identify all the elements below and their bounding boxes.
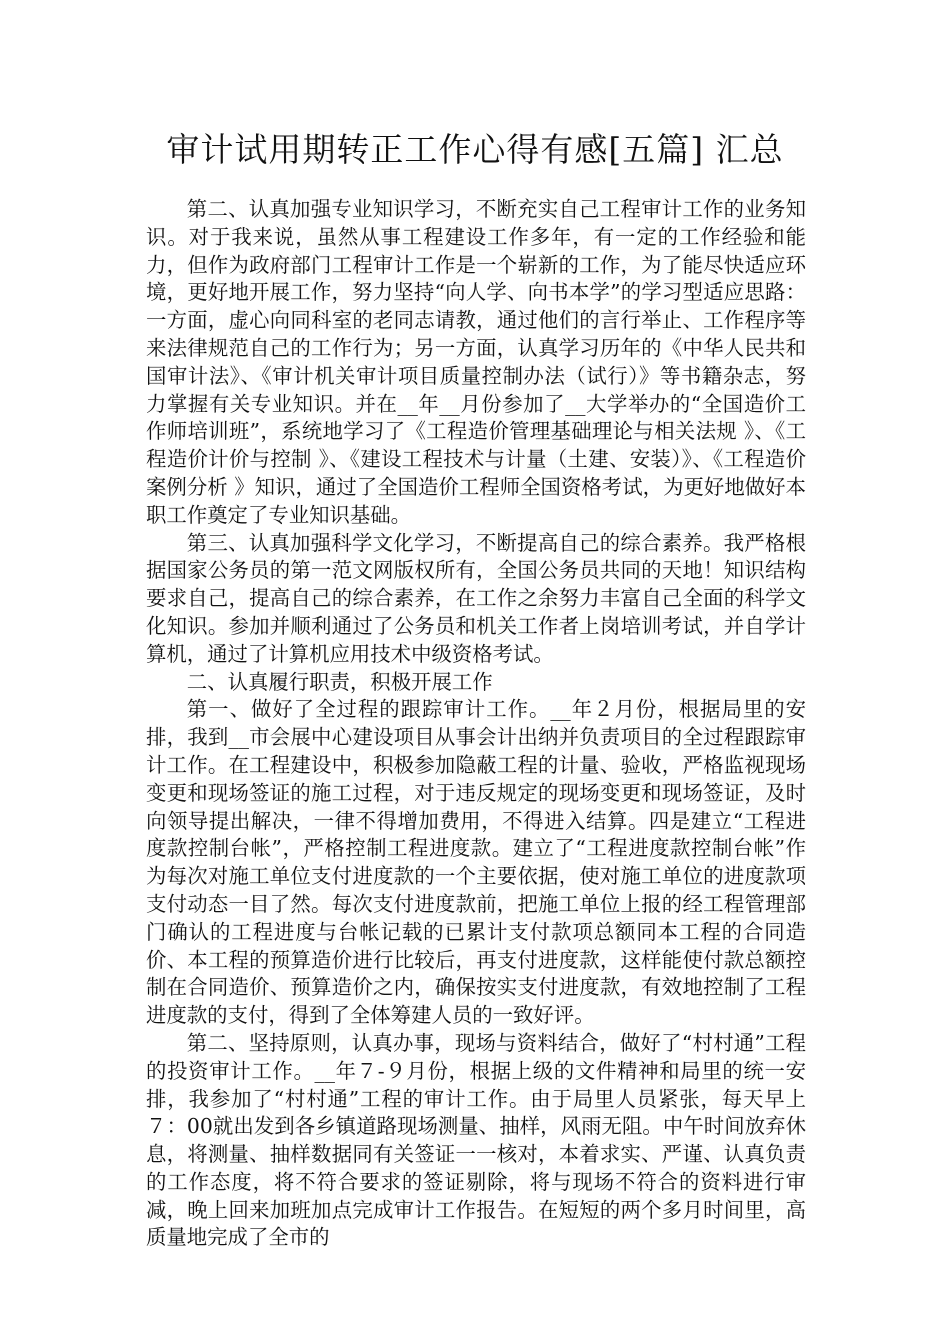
paragraph: 第二、认真加强专业知识学习，不断充实自己工程审计工作的业务知识。对于我来说，虽然从事工程建设工作多年，有一定的工作经验和能力，但作为政府部门工程审计工作是一个崭新的工作，为了能尽快适应环境，更好地开展工作，努力坚持“向人学、向书本学”的学习型适应思路：一方面，虚心向同科室的老同志请教，通过他们的言行举止、工作程序等来法律规范自己的工作行为；另一方面，认真学习历年的《中华人民共和国审计法》、《审计机关审计项目质量控制办法（试行）》等书籍杂志，努力掌握有关专业知识。并在__年__月份参加了__大学举办的“全国造价工作师培训班”，系统地学习了《工程造价管理基础理论与相关法规 》、《工程造价计价与控制 》、《建设工程技术与计量（土建、安装）》、《工程造价案例分析 》知识，通过了全国造价工程师全国资格考试，为更好地做好本职工作奠定了专业知识基础。	[146, 197, 806, 527]
document-body	[146, 196, 806, 1252]
section-heading: 二、认真履行职责，积极开展工作	[186, 669, 493, 694]
paragraph: 第二、坚持原则，认真办事，现场与资料结合，做好了“村村通”工程的投资审计工作。__年７-９月份，根据上级的文件精神和局里的统一安排，我参加了“村村通”工程的审计工作。由于局里人员紧张，每天早上７：00就出发到各乡镇道路现场测量、抽样，风雨无阻。中午时间放弃休息，将测量、抽样数据同有关签证一一核对，本着求实、严谨、认真负责的工作态度，将不符合要求的签证剔除，将与现场不符合的资料进行审减，晚上回来加班加点完成审计工作报告。在短短的两个多月时间里，高质量地完成了全市的	[146, 1030, 806, 1250]
paragraph: 第三、认真加强科学文化学习，不断提高自己的综合素养。我严格根据国家公务员的第一范文网版权所有，全国公务员共同的天地！知识结构要求自己，提高自己的综合素养，在工作之余努力丰富自己全面的科学文化知识。参加并顺利通过了公务员和机关工作者上岗培训考试，并自学计算机，通过了计算机应用技术中级资格考试。	[146, 530, 806, 666]
paragraph: 第一、做好了全过程的跟踪审计工作。__年２月份，根据局里的安排，我到__市会展中心建设项目从事会计出纳并负责项目的全过程跟踪审计工作。在工程建设中，积极参加隐蔽工程的计量、验收，严格监视现场变更和现场签证的施工过程，对于违反规定的现场变更和现场签证，及时向领导提出解决，一律不得增加费用，不得进入结算。四是建立“工程进度款控制台帐”，严格控制工程进度款。建立了“工程进度款控制台帐”作为每次对施工单位支付进度款的一个主要依据，使对施工单位的进度款项支付动态一目了然。每次支付进度款前，把施工单位上报的经工程管理部门确认的工程进度与台帐记载的已累计支付款项总额同本工程的合同造价、本工程的预算造价进行比较后，再支付进度款，这样能使付款总额控制在合同造价、预算造价之内，确保按实支付进度款，有效地控制了工程进度款的支付，得到了全体筹建人员的一致好评。	[146, 697, 806, 1028]
document-title: 审计试用期转正工作心得有感[五篇] 汇总	[166, 130, 784, 169]
